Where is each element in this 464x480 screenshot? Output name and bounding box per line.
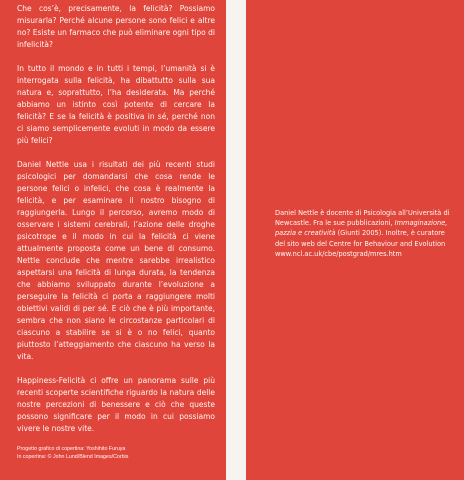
author-bio-book-title: Immaginazione, pazzia e creatività bbox=[275, 219, 448, 238]
design-credit: Progetto grafico di copertina: Yoshihito Furuya bbox=[17, 446, 126, 452]
blurb-text bbox=[17, 3, 215, 447]
author-bio bbox=[275, 208, 457, 259]
author-bio-intro: Daniel Nettle è docente di Psicologia all’Università di Newcastle. Fra le sue pubblicazioni, bbox=[275, 209, 450, 228]
blurb-paragraph-1: Che cos’è, precisamente, la felicità? Possiamo misurarla? Perché alcune persone sono felici e altre no? Esiste un farmaco che può eliminare ogni tipo di infelicità? bbox=[17, 4, 215, 49]
cover-credits bbox=[17, 445, 222, 461]
author-bio-rest: (Giunti 2005). Inoltre, è curatore del sito web del Centre for Behaviour and Evolution www.ncl.ac.uk/cbe/postgrad/mres.htm bbox=[275, 229, 446, 258]
left-flap-panel bbox=[0, 0, 226, 480]
blurb-paragraph-4: Happiness-Felicità ci offre un panorama sulle più recenti scoperte scientifiche riguardo la natura delle nostre percezioni di benessere e ciò che queste possono significare per il modo in cui possiamo vivere le nostre vite. bbox=[17, 376, 215, 433]
blurb-paragraph-3: Daniel Nettle usa i risultati dei più recenti studi psicologici per domandarsi che cosa rende le persone felici o infelici, che cosa è realmente la felicità, e per esaminare il nostro bisogno di raggiungerla. Lungo il percorso, avremo modo di osservare i sistemi cerebrali, l’azione delle droghe psicotrope e il modo in cui la felicità ci viene attualmente proposta come un bene di consumo. Nettle conclude che mentre sarebbe irrealistico aspettarsi una felicità di lunga durata, la tendenza che abbiamo sviluppato durante l’evoluzione a perseguire la felicità ci porta a raggiungere molti obiettivi validi di per sé. E ciò che è più importante, sembra che non siano le circostanze particolari di ciascuno a stabilire se si è o no felici, quanto piuttosto l’atteggiamento che ciascuno ha verso la vita. bbox=[17, 160, 215, 361]
cover-photo-credit: In copertina: © John Lund/Blend Images/Corbis bbox=[17, 454, 129, 460]
blurb-paragraph-2: In tutto il mondo e in tutti i tempi, l’umanità si è interrogata sulla felicità, ha dibattutto sulla sua natura e, soprattutto, l’ha desiderata. Ma perché abbiamo un istinto così potente di cercare la felicità? E se la felicità è positiva in sé, perché non ci siamo semplicemente evoluti in modo da essere più felici? bbox=[17, 64, 215, 145]
page-gutter bbox=[226, 0, 246, 480]
